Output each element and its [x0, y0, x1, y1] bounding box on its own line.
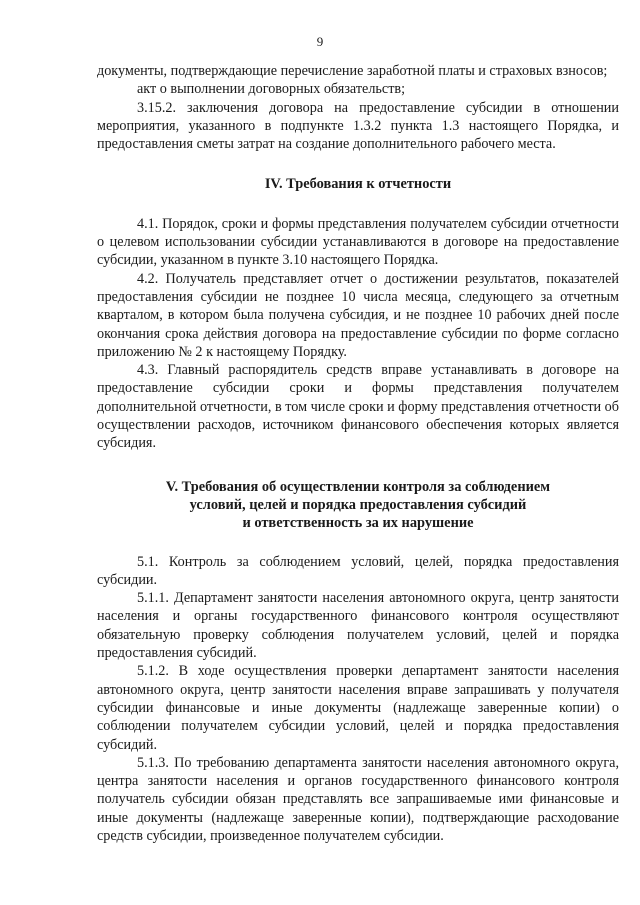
section-heading-v	[97, 478, 619, 533]
paragraph-4-1: 4.1. Порядок, сроки и формы представления получателем субсидии отчетности о целевом использовании субсидии устанавливаются в договоре на предоставление субсидии, указанном в пункте 3.10 настоящего Порядка.	[97, 215, 619, 269]
paragraph-5-1-3: 5.1.3. По требованию департамента занятости населения автономного округа, центра занятости населения и органов государственного финансового контроля получатель субсидии обязан представлять все запрашиваемые ими финансовые и иные документы (надлежаще заверенные копии), подтверждающие расходование средств субсидии, произведенное получателем субсидии.	[97, 754, 619, 844]
paragraph-4-2: 4.2. Получатель представляет отчет о достижении результатов, показателей предоставления субсидии не позднее 10 числа месяца, следующего за отчетным кварталом, в котором была получена субсидия, и не позднее 10 рабочих дней после окончания срока действия договора на предоставление субсидии по форме согласно приложению № 2 к настоящему Порядку.	[97, 270, 619, 360]
paragraph: акт о выполнении договорных обязательств;	[137, 81, 406, 98]
document-body	[97, 62, 619, 845]
heading-line: и ответственность за их нарушение	[242, 515, 474, 532]
page-number: 9	[316, 34, 324, 49]
paragraph-5-1: 5.1. Контроль за соблюдением условий, целей, порядка предоставления субсидии.	[97, 553, 619, 588]
section-heading-iv: IV. Требования к отчетности	[264, 176, 452, 193]
heading-line: условий, целей и порядка предоставления субсидий	[189, 496, 527, 513]
heading-line: V. Требования об осуществлении контроля за соблюдением	[165, 478, 551, 495]
paragraph: 3.15.2. заключения договора на предоставление субсидии в отношении мероприятия, указанного в подпункте 1.3.2 пункта 1.3 настоящего Порядка, и предоставления сметы затрат на создание дополнительного рабочего места.	[97, 99, 619, 153]
paragraph-5-1-1: 5.1.1. Департамент занятости населения автономного округа, центр занятости населения и органы государственного финансового контроля осуществляют обязательную проверку соблюдения получателем условий, целей и порядка предоставления субсидий.	[97, 590, 619, 662]
paragraph: документы, подтверждающие перечисление заработной платы и страховых взносов;	[97, 63, 608, 79]
paragraph-5-1-2: 5.1.2. В ходе осуществления проверки департамент занятости населения автономного округа, центр занятости населения вправе запрашивать у получателя субсидии финансовые и иные документы (надлежаще заверенные копии) о соблюдении получателем субсидии условий, целей и порядка предоставления субсидий.	[97, 663, 619, 753]
paragraph-4-3: 4.3. Главный распорядитель средств вправе устанавливать в договоре на предоставление субсидии сроки и формы представления получателем дополнительной отчетности, в том числе сроки и форму представления отчетности об осуществлении расходов, источником финансового обеспечения которых является субсидия.	[97, 362, 619, 452]
